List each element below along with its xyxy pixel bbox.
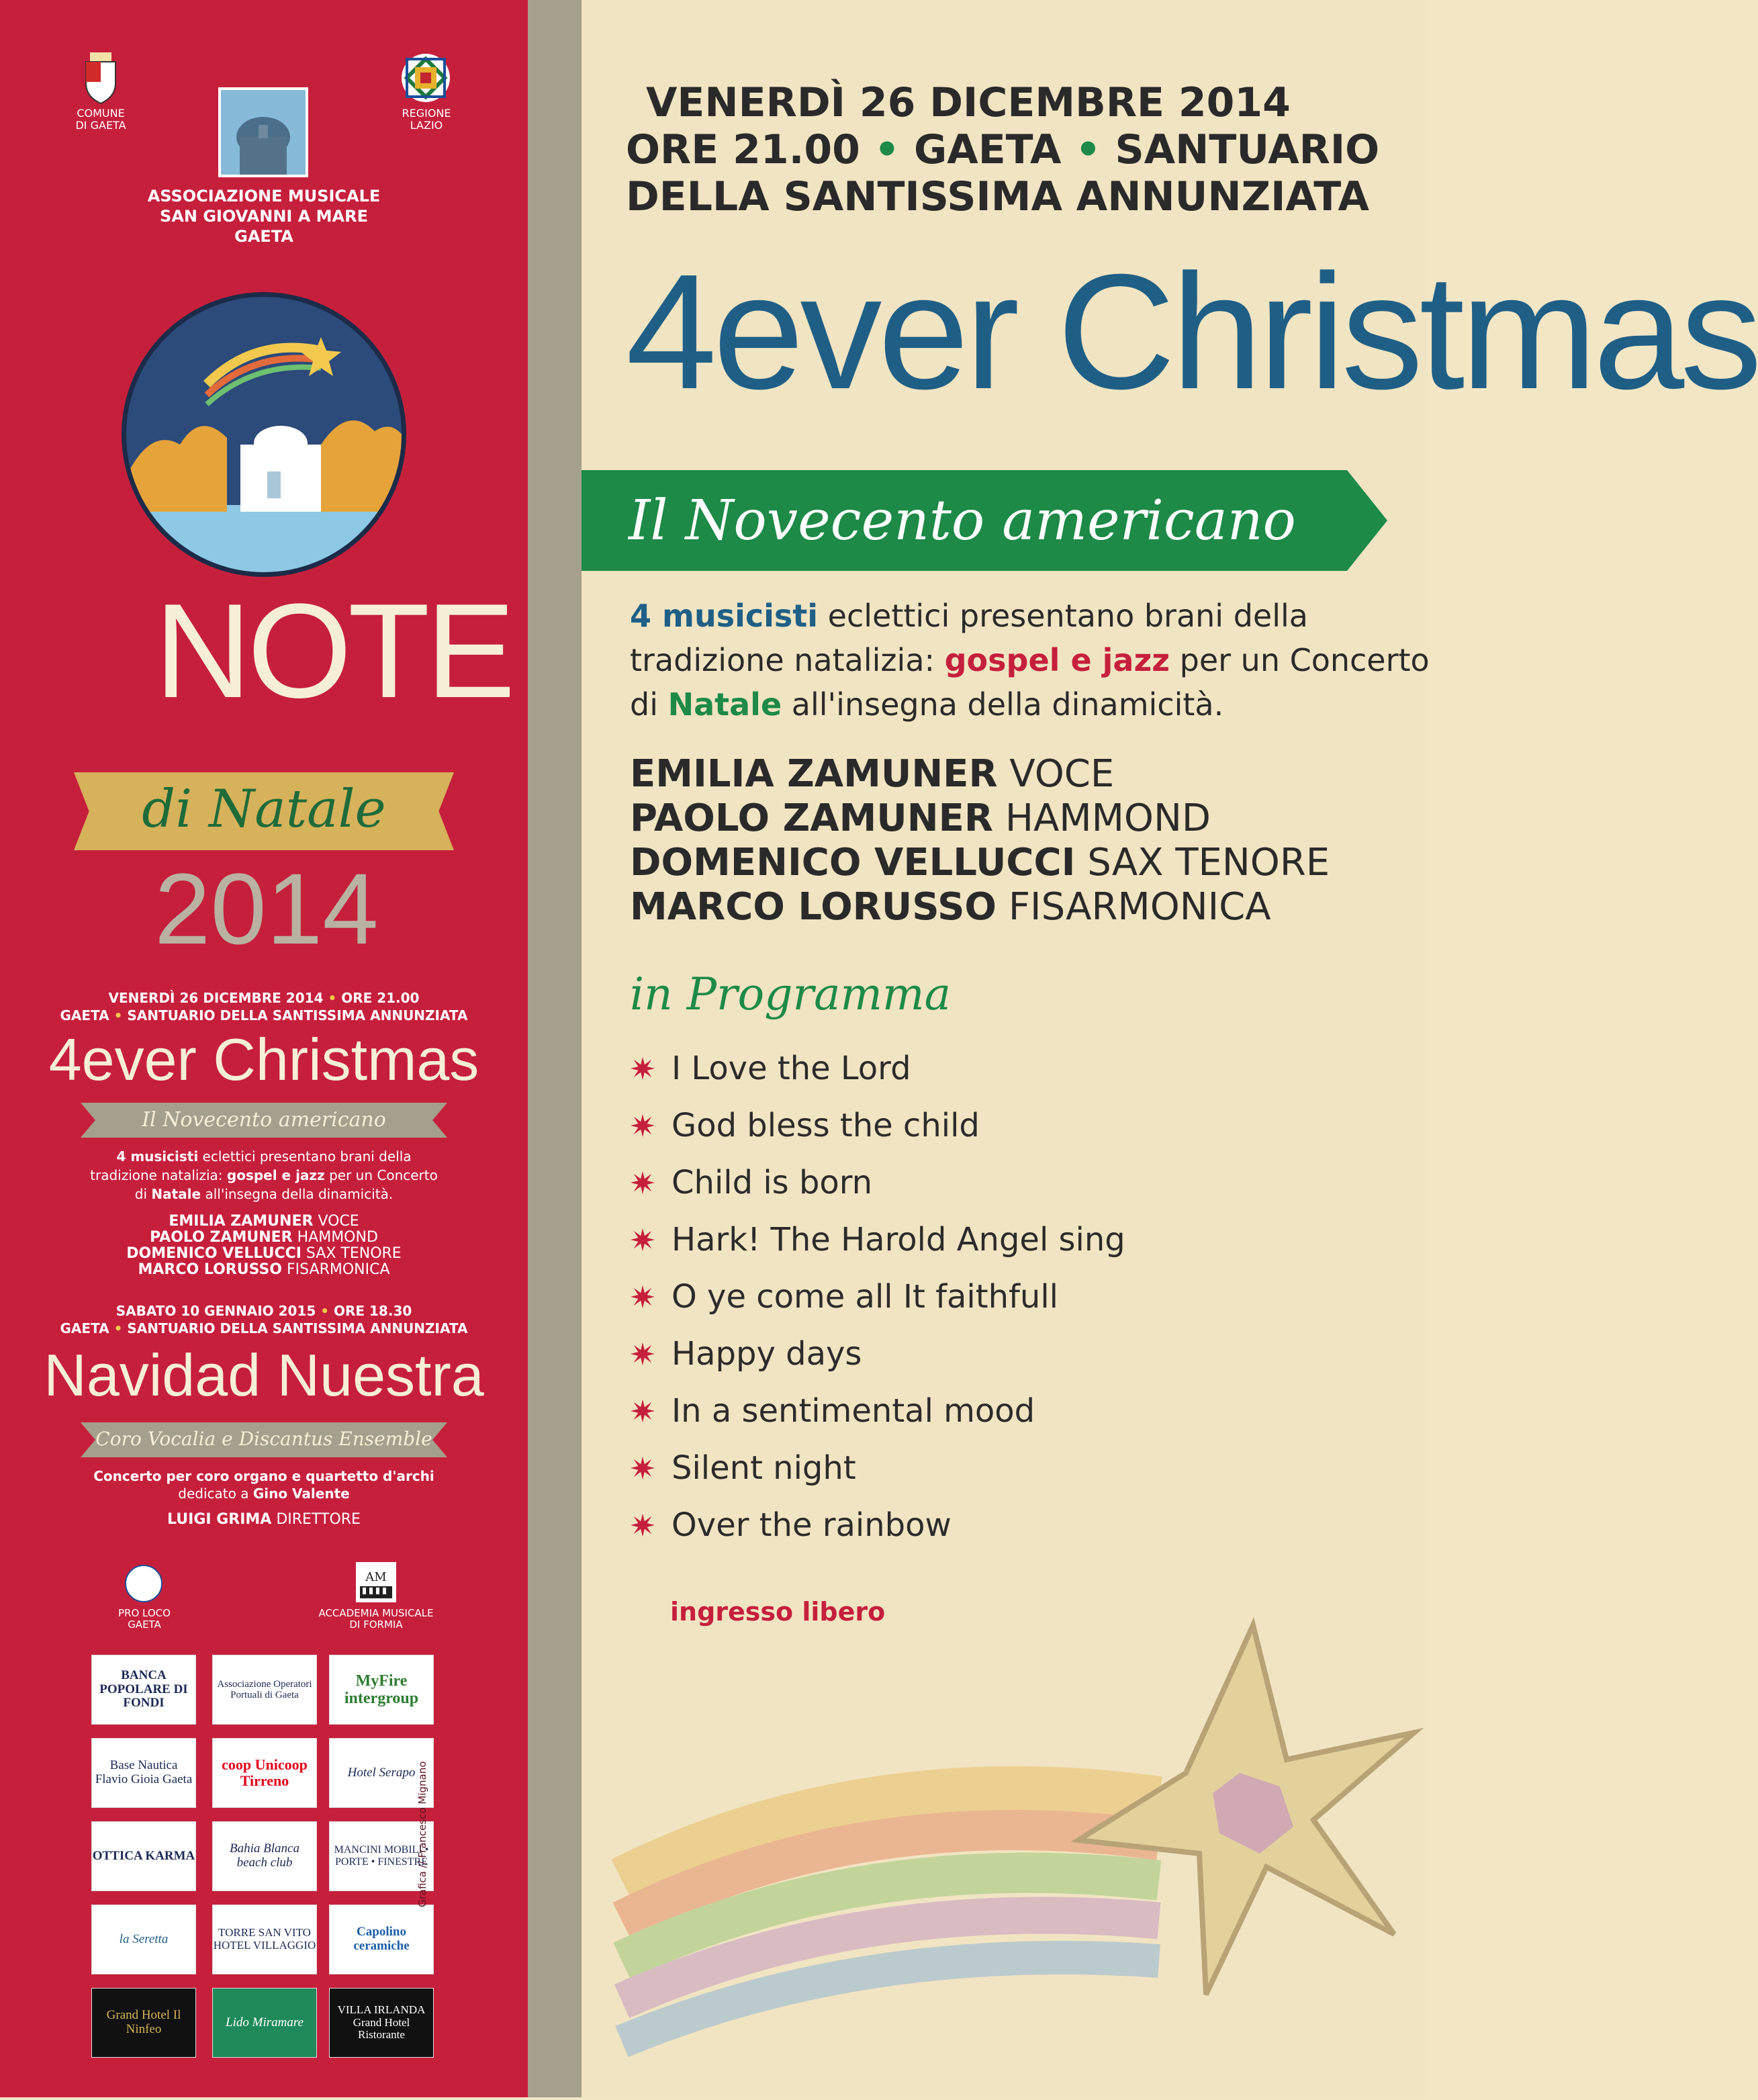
event2-place-line: GAETA • SANTUARIO DELLA SANTISSIMA ANNUNZIATA: [60, 1320, 468, 1336]
event-time: ORE 21.00: [626, 126, 860, 173]
event2-ribbon-text: Coro Vocalia e Discantus Ensemble: [95, 1428, 432, 1450]
date-line-3: DELLA SANTISSIMA ANNUNZIATA: [626, 173, 1369, 220]
event1-venue: SANTUARIO DELLA SANTISSIMA ANNUNZIATA: [127, 1007, 468, 1023]
nativity-illustration: [120, 290, 408, 579]
program-item: [630, 1102, 980, 1149]
event1-desc-bold2: gospel e jazz: [226, 1167, 325, 1183]
program-item: [630, 1159, 872, 1206]
festival-title: NOTE: [154, 576, 512, 726]
program-title: Child is born: [672, 1164, 873, 1201]
program-title: God bless the child: [672, 1107, 980, 1144]
sponsor-ottica-karma: OTTICA KARMA: [91, 1821, 196, 1891]
sponsor-bahia-blanca: Bahia Blanca beach club: [212, 1821, 317, 1891]
event2-desc-line1: Concerto per coro organo e quartetto d'archi: [93, 1468, 434, 1484]
comune-gaeta-crest-icon: [81, 52, 121, 106]
star-bullet-icon: [630, 1227, 655, 1252]
performer-role: HAMMOND: [1005, 796, 1211, 840]
performer-name: DOMENICO VELLUCCI: [126, 1245, 302, 1262]
concert-title: 4ever Christmas: [626, 240, 1758, 423]
performer-role: HAMMOND: [297, 1229, 378, 1246]
performer-role: SAX TENORE: [1087, 841, 1330, 884]
star-bullet-icon: [630, 1170, 655, 1195]
star-bullet-icon: [630, 1341, 655, 1367]
event-city: GAETA: [914, 126, 1062, 173]
event2-desc-bold: Gino Valente: [252, 1486, 350, 1502]
performer-row-1: [630, 752, 1114, 796]
natale-word: Natale: [667, 686, 782, 723]
event1-desc-rest1: eclettici presentano brani della: [198, 1148, 412, 1165]
divider-stripe: [528, 0, 582, 2097]
event1-date: VENERDÌ 26 DICEMBRE 2014: [108, 990, 324, 1006]
performers-list: [630, 752, 1422, 940]
graphic-credit: Grafica // Francesco Mignano: [416, 1761, 428, 1907]
event1-desc-line3: [40, 1186, 488, 1202]
event2-date: SABATO 10 GENNAIO 2015: [115, 1303, 316, 1319]
accademia-label: ACCADEMIA MUSICALE DI FORMIA: [318, 1607, 434, 1631]
sponsor-il-ninfeo: Grand Hotel Il Ninfeo: [91, 1988, 196, 2058]
association-photo: [218, 87, 308, 177]
event2-city: GAETA: [60, 1320, 109, 1336]
performer-role: SAX TENORE: [306, 1245, 402, 1262]
musicians-count: 4 musicisti: [630, 598, 819, 634]
event1-desc-line2: [40, 1167, 488, 1183]
event1-performer-3: [40, 1245, 488, 1262]
sponsor-hotel-serapo: Hotel Serapo: [329, 1738, 434, 1808]
program-item: [630, 1330, 862, 1377]
description-line-2: [630, 642, 1430, 678]
performer-role: FISARMONICA: [1008, 885, 1271, 929]
sponsor-capolino: Capolino ceramiche: [329, 1905, 434, 1974]
event1-place-line: GAETA • SANTUARIO DELLA SANTISSIMA ANNUNZIATA: [60, 1007, 468, 1023]
performer-row-2: [630, 796, 1211, 840]
date-line-2: ORE 21.00 • GAETA • SANTUARIO: [626, 126, 1380, 173]
description-rest-1: eclettici presentano brani della: [818, 598, 1308, 634]
program-title: Hark! The Harold Angel sing: [672, 1221, 1125, 1259]
description-a-2: tradizione natalizia:: [630, 642, 945, 678]
performer-name: MARCO LORUSSO: [138, 1261, 282, 1278]
performer-name: PAOLO ZAMUNER: [150, 1229, 293, 1246]
association-name-line2: SAN GIOVANNI A MARE: [160, 207, 368, 226]
entry-note: ingresso libero: [670, 1597, 886, 1627]
performer-role: VOCE: [1009, 752, 1115, 796]
performer-name: DOMENICO VELLUCCI: [630, 841, 1076, 884]
star-bullet-icon: [630, 1113, 655, 1138]
star-bullet-icon: [630, 1284, 655, 1310]
event1-desc-rest3: all'insegna della dinamicità.: [201, 1186, 394, 1202]
description-a-3: di: [630, 686, 668, 723]
event1-ribbon-text: Il Novecento americano: [142, 1108, 386, 1132]
performer-role: VOCE: [318, 1213, 359, 1230]
description-line-3: [630, 686, 1223, 723]
svg-text:AM: AM: [365, 1570, 387, 1584]
event2-venue: SANTUARIO DELLA SANTISSIMA ANNUNZIATA: [127, 1320, 468, 1336]
event1-time: ORE 21.00: [341, 990, 420, 1006]
event2-time: ORE 18.30: [333, 1303, 412, 1319]
program-item: [630, 1502, 952, 1549]
event-venue-a: SANTUARIO: [1115, 126, 1380, 173]
event1-performer-2: [40, 1229, 488, 1246]
program-item: [630, 1445, 856, 1492]
left-panel: [0, 0, 528, 2097]
sponsor-torre-san-vito: TORRE SAN VITO HOTEL VILLAGGIO: [212, 1905, 317, 1974]
director-name: LUIGI GRIMA: [167, 1511, 272, 1528]
sponsor-myfire: MyFire intergroup: [329, 1655, 434, 1725]
date-line-1: VENERDÌ 26 DICEMBRE 2014: [646, 79, 1291, 126]
program-title: O ye come all It faithfull: [672, 1278, 1058, 1316]
description-rest-2: per un Concerto: [1170, 642, 1430, 678]
association-name-line1: ASSOCIAZIONE MUSICALE: [147, 187, 381, 206]
festival-year: 2014: [154, 852, 379, 965]
event2-date-line: SABATO 10 GENNAIO 2015 • ORE 18.30: [115, 1303, 412, 1319]
star-bullet-icon: [630, 1455, 655, 1481]
star-bullet-icon: [630, 1056, 655, 1081]
program-title: Over the rainbow: [672, 1506, 952, 1544]
performer-row-3: [630, 841, 1330, 884]
performer-role: FISARMONICA: [287, 1261, 390, 1278]
program-item: [630, 1216, 1125, 1263]
event2-title: Navidad Nuestra: [44, 1342, 484, 1408]
event1-desc-bold3: Natale: [151, 1186, 201, 1202]
program-heading: in Programma: [630, 968, 951, 1020]
performer-row-4: [630, 885, 1271, 929]
description-line-1: [630, 598, 1308, 634]
event1-desc-rest2: per un Concerto: [324, 1167, 438, 1183]
performer-name: MARCO LORUSSO: [630, 885, 997, 929]
genres: gospel e jazz: [944, 642, 1170, 678]
event2-desc-a: dedicato a: [178, 1486, 253, 1502]
performer-name: EMILIA ZAMUNER: [169, 1213, 314, 1230]
star-bullet-icon: [630, 1398, 655, 1424]
event1-desc-a3: di: [134, 1186, 152, 1202]
program-title: Happy days: [672, 1335, 862, 1373]
director-role: DIRETTORE: [276, 1511, 361, 1528]
star-bullet-icon: [630, 1512, 655, 1538]
concert-subtitle: Il Novecento americano: [629, 489, 1296, 553]
sponsor-la-seretta: la Seretta: [91, 1905, 196, 1974]
event1-title: 4ever Christmas: [48, 1026, 479, 1093]
program-title: Silent night: [672, 1449, 856, 1487]
program-item: [630, 1273, 1058, 1320]
sponsor-banca-popolare-fondi: BANCA POPOLARE DI FONDI: [91, 1655, 196, 1725]
sponsor-coop: coop Unicoop Tirreno: [212, 1738, 317, 1808]
proloco-logo-icon: [125, 1565, 163, 1602]
festival-subtitle: di Natale: [142, 779, 386, 839]
event1-desc-a2: tradizione natalizia:: [90, 1167, 227, 1183]
program-item: [630, 1387, 1035, 1434]
sponsor-villa-irlanda: VILLA IRLANDA Grand Hotel Ristorante: [329, 1988, 434, 2058]
description-rest-3: all'insegna della dinamicità.: [782, 686, 1224, 723]
event1-city: GAETA: [60, 1007, 109, 1023]
performer-name: EMILIA ZAMUNER: [630, 752, 998, 796]
shooting-star-illustration: [582, 1598, 1428, 2097]
event1-desc-bold1: 4 musicisti: [116, 1148, 199, 1165]
comune-label: COMUNE DI GAETA: [75, 107, 126, 132]
event2-director: [40, 1511, 488, 1528]
event2-desc-line2: [40, 1486, 488, 1502]
event1-performer-1: [40, 1213, 488, 1230]
event1-date-line: VENERDÌ 26 DICEMBRE 2014 • ORE 21.00: [108, 990, 420, 1006]
sponsor-mancini: MANCINI MOBILI • PORTE • FINESTRE: [329, 1821, 434, 1891]
proloco-label: PRO LOCO GAETA: [118, 1607, 171, 1631]
performer-name: PAOLO ZAMUNER: [630, 796, 994, 840]
right-panel: [582, 0, 1758, 2097]
sponsor-operatori-portuali: Associazione Operatori Portuali di Gaeta: [212, 1655, 317, 1725]
sponsor-base-nautica: Base Nautica Flavio Gioia Gaeta: [91, 1738, 196, 1808]
event1-desc-line1: [40, 1148, 488, 1165]
accademia-logo-icon: [356, 1562, 396, 1602]
event1-performer-4: [40, 1261, 488, 1278]
association-name-line3: GAETA: [234, 227, 293, 246]
regione-lazio-logo-icon: [400, 52, 451, 103]
sponsor-lido-miramare: Lido Miramare: [212, 1988, 317, 2058]
program-title: In a sentimental mood: [672, 1392, 1035, 1430]
program-list: [630, 1045, 1369, 1555]
program-title: I Love the Lord: [672, 1050, 911, 1087]
regione-label: REGIONE LAZIO: [402, 107, 451, 132]
program-item: [630, 1045, 911, 1092]
